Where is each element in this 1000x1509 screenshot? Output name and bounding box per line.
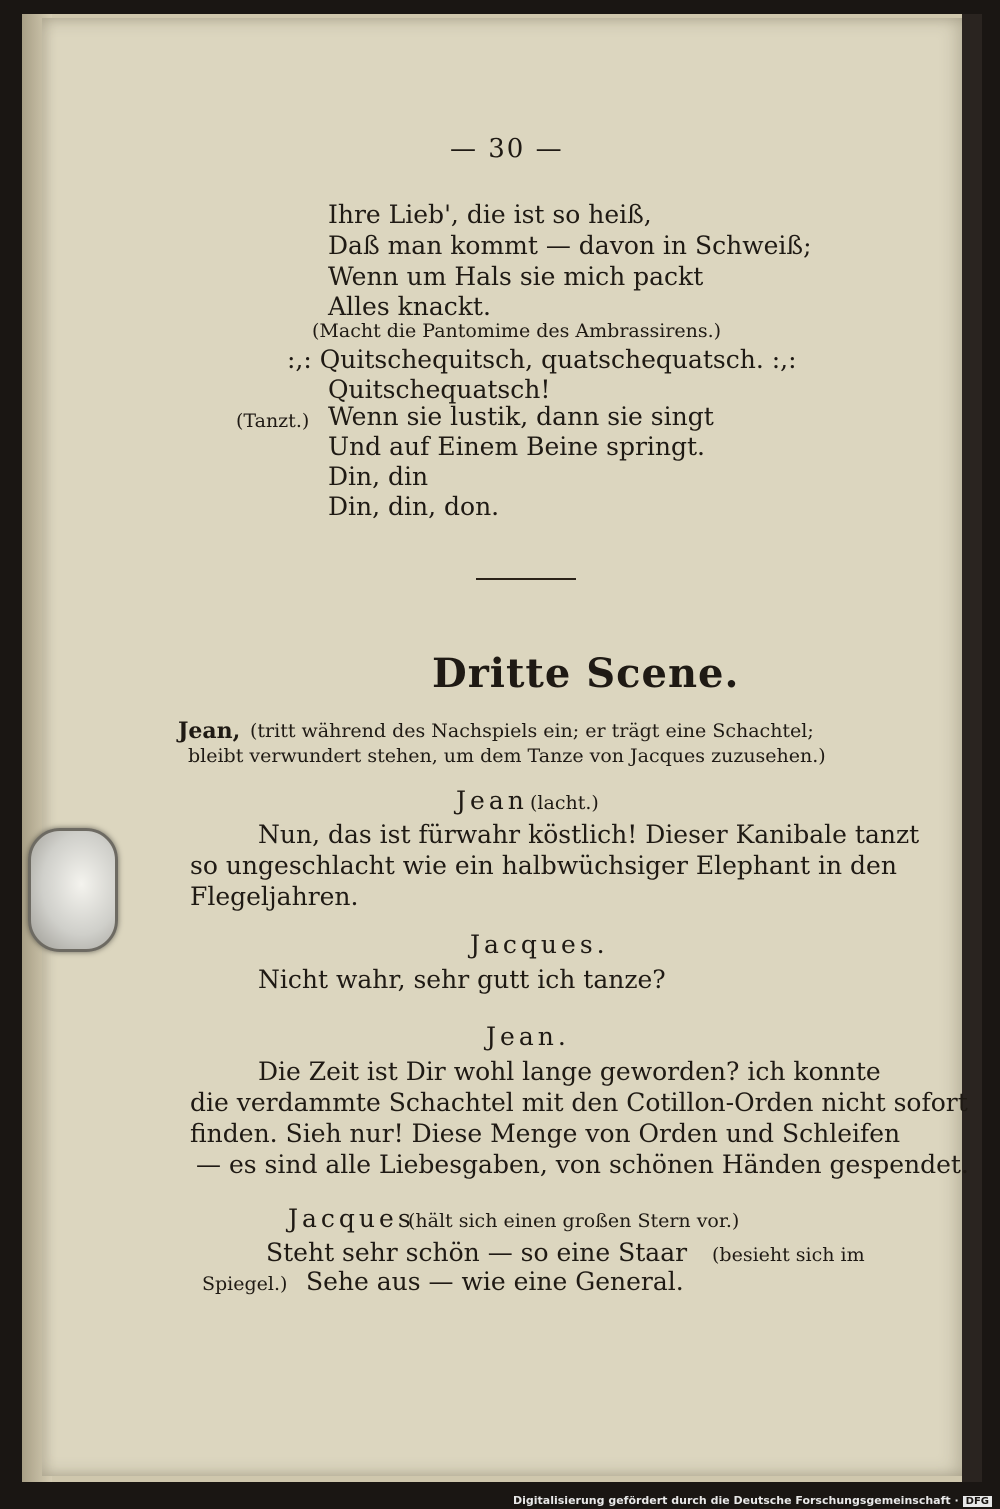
refrain-line: Quitschequatsch! <box>328 375 551 404</box>
speech-line: so ungeschlacht wie ein halbwüchsiger Elephant in den <box>190 851 897 880</box>
speech-direction: (besieht sich im <box>712 1244 865 1266</box>
speech-line: Flegeljahren. <box>190 882 359 911</box>
song-line: Daß man kommt — davon in Schweiß; <box>328 231 812 260</box>
song-line: Alles knackt. <box>328 292 491 321</box>
dfg-logo: DFG <box>963 1496 992 1507</box>
page-number: — 30 — <box>450 134 564 164</box>
speech-line: Die Zeit ist Dir wohl lange geworden? ich konnte <box>258 1057 881 1086</box>
dance-line: Din, din, don. <box>328 492 500 521</box>
speech-direction: Spiegel.) <box>202 1273 288 1295</box>
book-right-edge <box>962 14 982 1482</box>
speech-line: Nicht wahr, sehr gutt ich tanze? <box>258 965 666 994</box>
speaker-name: Jean <box>456 786 528 815</box>
speaker-name: Jean. <box>486 1022 570 1051</box>
speech-line: finden. Sieh nur! Diese Menge von Orden und Schleifen <box>190 1119 901 1148</box>
speech-line: Nun, das ist fürwahr köstlich! Dieser Kanibale tanzt <box>258 820 920 849</box>
speech-line: die verdammte Schachtel mit den Cotillon-Orden nicht sofort <box>190 1088 968 1117</box>
refrain-line: :,: Quitschequitsch, quatschequatsch. :,: <box>287 345 797 374</box>
stage-direction: (Macht die Pantomime des Ambrassirens.) <box>312 320 722 342</box>
plastic-bookmark-tab <box>28 828 118 952</box>
song-line: Ihre Lieb', die ist so heiß, <box>328 200 652 229</box>
dance-line: Din, din <box>328 462 429 491</box>
speech-line: Sehe aus — wie eine General. <box>306 1267 684 1296</box>
speech-line: — es sind alle Liebesgaben, von schönen Händen gespendet. <box>196 1150 969 1179</box>
dance-line: Und auf Einem Beine springt. <box>328 432 706 461</box>
jean-intro-direction: bleibt verwundert stehen, um dem Tanze von Jacques zuzusehen.) <box>188 745 826 767</box>
section-divider <box>476 578 576 580</box>
dance-direction: (Tanzt.) <box>236 410 310 432</box>
speaker-direction: (hält sich einen großen Stern vor.) <box>408 1210 740 1232</box>
digitization-footer <box>513 1494 992 1507</box>
song-line: Wenn um Hals sie mich packt <box>328 262 704 291</box>
footer-text: Digitalisierung gefördert durch die Deutsche Forschungsgemeinschaft · <box>512 1494 959 1507</box>
jean-intro-name: Jean, <box>178 718 241 744</box>
speaker-direction: (lacht.) <box>530 792 599 814</box>
scene-heading: Dritte Scene. <box>432 650 740 697</box>
speaker-name: Jacques <box>288 1204 415 1233</box>
jean-intro-direction: (tritt während des Nachspiels ein; er trägt eine Schachtel; <box>250 720 814 742</box>
dance-line: Wenn sie lustik, dann sie singt <box>328 402 714 431</box>
speaker-name: Jacques. <box>470 930 609 959</box>
speech-line: Steht sehr schön — so eine Staar <box>266 1238 688 1267</box>
